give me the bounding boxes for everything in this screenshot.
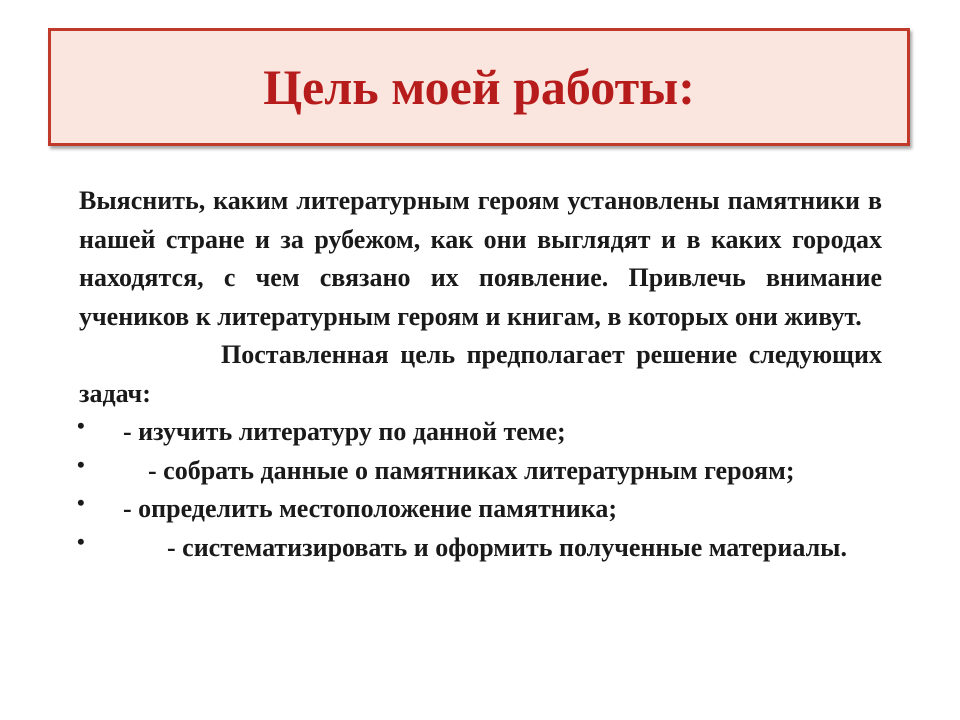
task-item [79,490,882,529]
task-text: - систематизировать и оформить полученные материалы. [167,532,847,562]
task-text: - определить местоположение памятника; [123,494,617,523]
bullet-icon: • [77,413,85,438]
task-item [79,413,882,452]
task-item [79,452,882,491]
bullet-icon: • [77,451,85,477]
page-title: Цель моей работы: [263,59,695,115]
goal-paragraph: Выяснить, каким литературным героям установлены памятники в нашей стране и за рубежом, как они выглядят и в каких городах находятся, с чем связано их появление. Привлечь внимание учеников к литературным героям и книгам, в которых они живут. [79,186,882,331]
bullet-icon: • [77,490,85,515]
title-box [48,28,910,146]
bullet-icon: • [77,528,85,554]
task-list [79,413,882,567]
tasks-intro-paragraph: Поставленная цель предполагает решение следующих задач: [79,340,882,408]
task-text: - изучить литературу по данной теме; [123,417,566,446]
task-item [79,529,882,568]
content-body [79,182,882,567]
task-text: - собрать данные о памятниках литературным героям; [148,455,795,485]
